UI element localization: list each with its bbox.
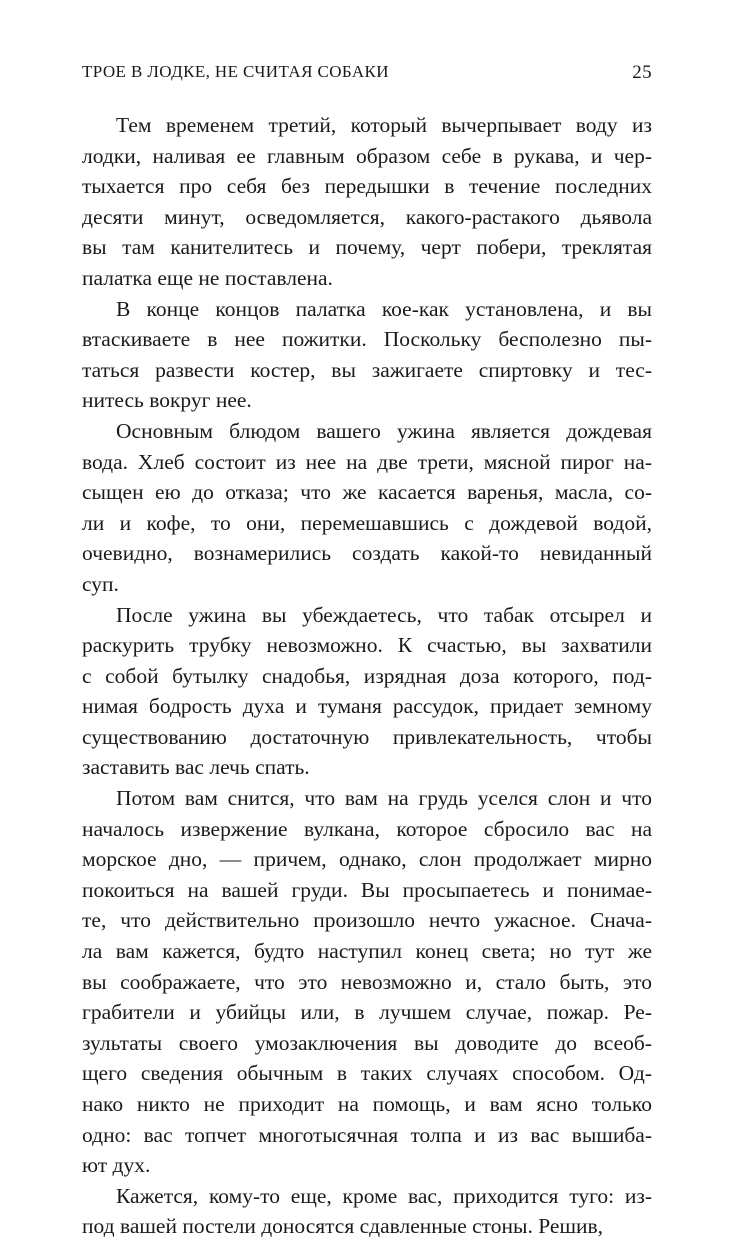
running-title: ТРОЕ В ЛОДКЕ, НЕ СЧИТАЯ СОБАКИ — [82, 62, 389, 81]
text-line: палатка еще не поставлена. — [82, 265, 333, 290]
text-line: таться развести костер, вы зажигаете спиртовку и тес- — [82, 357, 652, 382]
paragraph — [82, 600, 652, 784]
text-line: под вашей постели доносятся сдавленные стоны. Решив, — [82, 1214, 604, 1239]
text-line: с собой бутылку снадобья, изрядная доза которого, под- — [82, 663, 652, 688]
text-line: раскурить трубку невозможно. К счастью, вы захватили — [82, 633, 652, 658]
text-line: десяти минут, осведомляется, какого-растакого дьявола — [82, 204, 652, 229]
text-line: началось извержение вулкана, которое сбросило вас на — [82, 816, 652, 841]
paragraph — [82, 294, 652, 416]
text-line: те, что действительно произошло нечто ужасное. Снача- — [82, 908, 652, 933]
page-number: 25 — [632, 62, 652, 83]
text-line: очевидно, вознамерились создать какой-то невиданный — [82, 541, 652, 566]
text-line: существованию достаточную привлекательность, чтобы — [82, 724, 652, 749]
text-line: ли и кофе, то они, перемешавшись с дождевой водой, — [82, 510, 652, 535]
text-line: морское дно, — причем, однако, слон продолжает мирно — [82, 847, 652, 872]
text-line: грабители и убийцы или, в лучшем случае, пожар. Ре- — [82, 1000, 652, 1025]
paragraph — [82, 110, 652, 294]
text-line: Потом вам снится, что вам на грудь уселся слон и что — [116, 786, 652, 811]
text-line: вы там канителитесь и почему, черт побери, треклятая — [82, 235, 652, 260]
text-line: В конце концов палатка кое-как установлена, и вы — [116, 296, 652, 321]
text-line: Кажется, кому-то еще, кроме вас, приходится туго: из- — [116, 1183, 652, 1208]
text-line: одно: вас топчет многотысячная толпа и из вас вышиба- — [82, 1122, 652, 1147]
paragraph — [82, 783, 652, 1181]
body-text — [82, 110, 652, 1242]
text-line: тыхается про себя без передышки в течение последних — [82, 174, 652, 199]
text-line: покоиться на вашей груди. Вы просыпаетесь и понимае- — [82, 877, 652, 902]
text-line: вы соображаете, что это невозможно и, стало быть, это — [82, 969, 652, 994]
text-line: Тем временем третий, который вычерпывает воду из — [116, 113, 652, 137]
text-line: суп. — [82, 571, 119, 596]
text-line: После ужина вы убеждаетесь, что табак отсырел и — [116, 602, 652, 627]
text-line: зультаты своего умозаключения вы доводите до всеоб- — [82, 1030, 652, 1055]
text-line: ла вам кажется, будто наступил конец света; но тут же — [82, 939, 652, 964]
text-line: нимая бодрость духа и туманя рассудок, придает земному — [82, 694, 652, 719]
text-line: вода. Хлеб состоит из нее на две трети, мясной пирог на- — [82, 449, 652, 474]
text-line: нако никто не приходит на помощь, и вам ясно только — [82, 1092, 652, 1116]
text-line: нитесь вокруг нее. — [82, 388, 252, 413]
text-line: щего сведения обычным в таких случаях способом. Од- — [82, 1061, 652, 1086]
text-line: заставить вас лечь спать. — [82, 755, 310, 780]
text-line: втаскиваете в нее пожитки. Поскольку бесполезно пы- — [82, 327, 652, 352]
running-header — [78, 62, 652, 86]
text-line: сыщен ею до отказа; что же касается варенья, масла, со- — [82, 480, 652, 505]
paragraph — [82, 416, 652, 600]
paragraph — [82, 1181, 652, 1242]
text-line: ют дух. — [82, 1153, 151, 1178]
text-line: лодки, наливая ее главным образом себе в рукава, и чер- — [82, 143, 652, 168]
text-line: Основным блюдом вашего ужина является дождевая — [116, 418, 652, 443]
